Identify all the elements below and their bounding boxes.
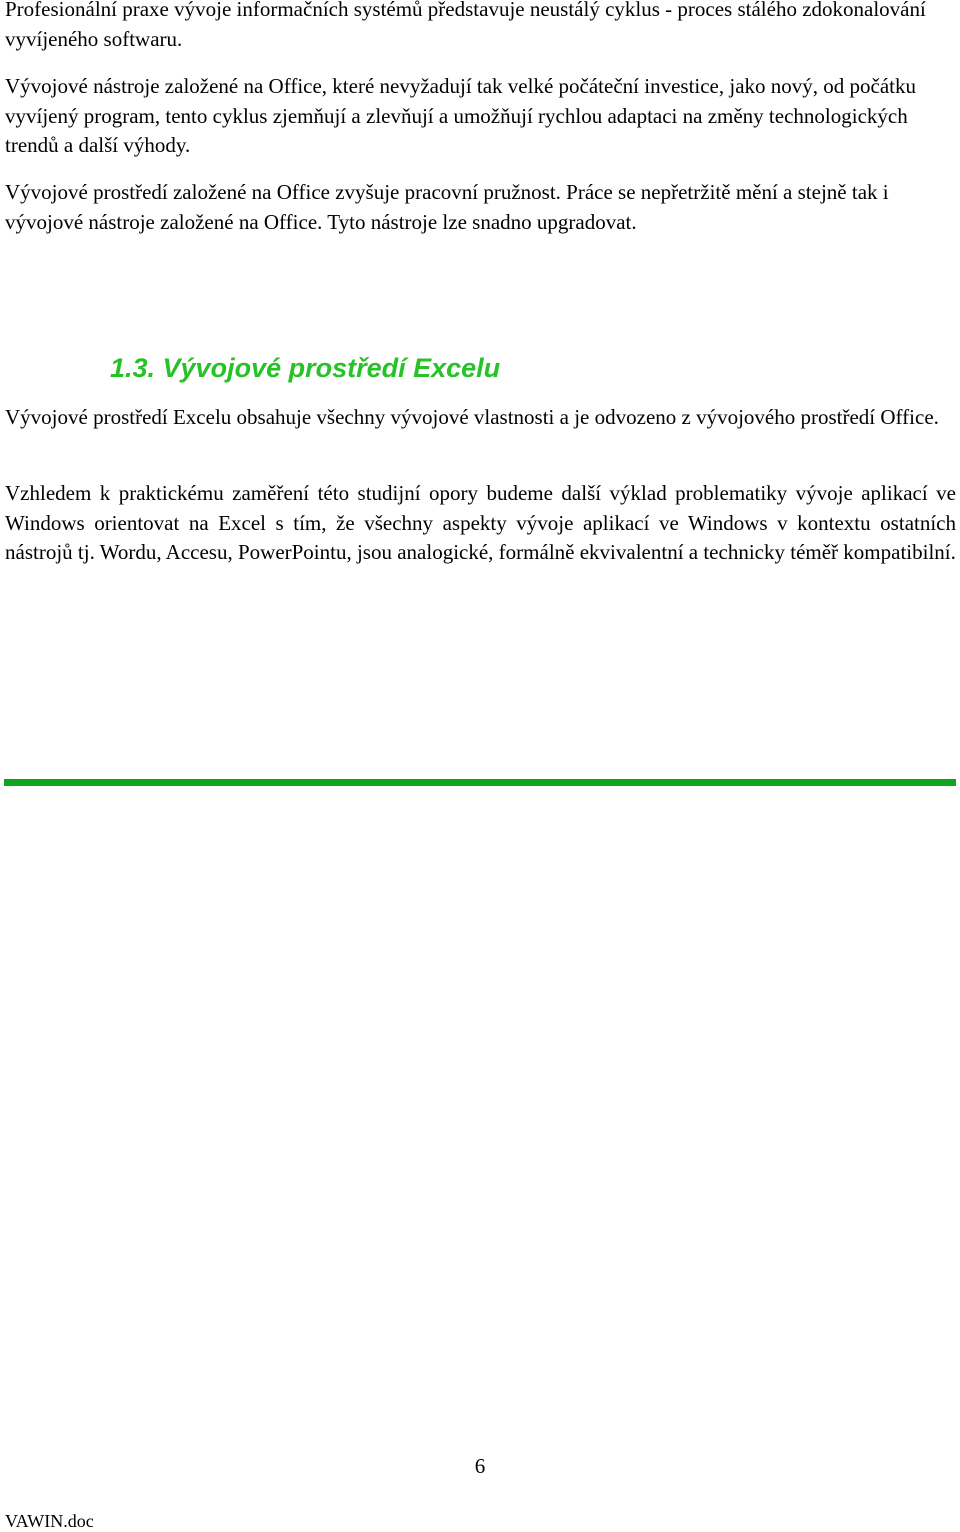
section-divider: [4, 779, 956, 786]
document-filename: VAWIN.doc: [5, 1511, 94, 1531]
intro-paragraph-1: Profesionální praxe vývoje informačních systémů představuje neustálý cyklus - proces stálého zdokonalování vyvíjeného softwaru.: [5, 0, 926, 51]
section-paragraph-1: Vývojové prostředí Excelu obsahuje všechny vývojové vlastnosti a je odvozeno z vývojového prostředí Office.: [5, 405, 939, 429]
intro-paragraph-3: Vývojové prostředí založené na Office zvyšuje pracovní pružnost. Práce se nepřetržitě mění a stejně tak i vývojové nástroje založené na Office. Tyto nástroje lze snadno upgradovat.: [5, 180, 889, 234]
section-heading: 1.3. Vývojové prostředí Excelu: [110, 353, 501, 383]
intro-paragraph-2: Vývojové nástroje založené na Office, které nevyžadují tak velké počáteční investice, jako nový, od počátku vyvíjený program, tento cyklus zjemňují a zlevňují a umožňují rychlou adaptaci na změny technologických trendů a další výhody.: [5, 74, 917, 157]
section-paragraph-2: Vzhledem k praktickému zaměření této studijní opory budeme další výklad problematiky vývoje aplikací ve Windows orientovat na Excel s tím, že všechny aspekty vývoje aplikací ve Windows v kontextu ostatních nástrojů tj. Wordu, Accesu, PowerPointu, jsou analogické, formálně ekvivalentní a technicky téměř kompatibilní.: [5, 481, 956, 564]
page-number: 6: [474, 1454, 486, 1478]
